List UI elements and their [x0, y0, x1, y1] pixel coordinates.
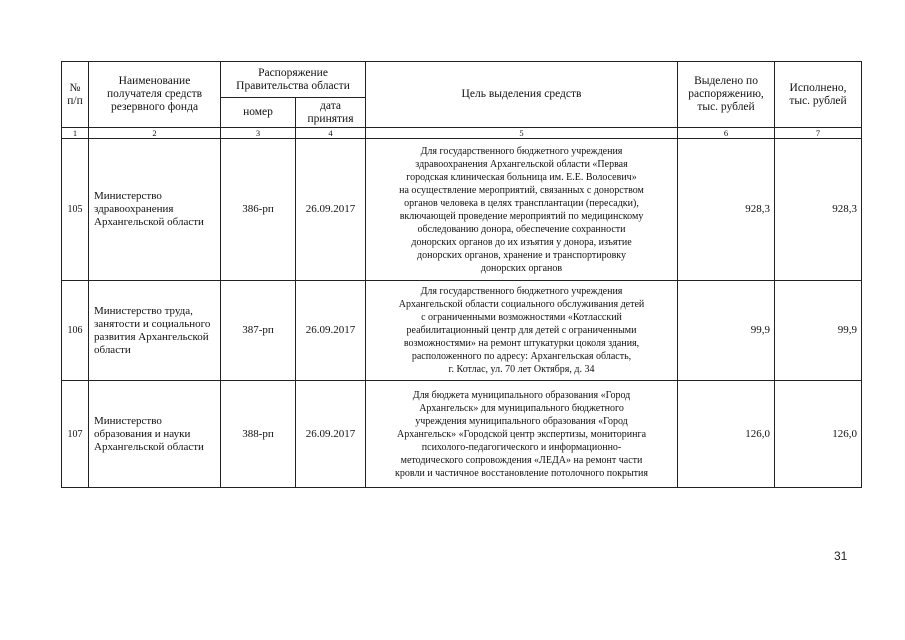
purpose-line: расположенного по адресу: Архангельская область,: [411, 351, 632, 362]
table-row: [62, 281, 862, 381]
row-number: 105: [62, 139, 89, 281]
purpose-line: органов человека в целях трансплантации (пересадки),: [404, 197, 639, 209]
purpose-line: реабилитационный центр для детей с ограниченными: [406, 325, 637, 336]
header-order-number: номер: [221, 98, 296, 128]
purpose-line: донорских органов до их изъятия у донора, изъятие: [411, 236, 632, 248]
purpose-line: здравоохранения Архангельской области «Первая: [415, 158, 628, 170]
allocated-amount: 126,0: [678, 381, 775, 488]
recipient-name: Министерство труда, занятости и социального развития Архангельской области: [89, 281, 221, 381]
column-number: 1: [62, 128, 89, 139]
purpose-text: [366, 139, 678, 281]
header-allocated: Выделено по распоряжению, тыс. рублей: [678, 62, 775, 128]
executed-amount: 928,3: [775, 139, 862, 281]
purpose-line: обследованию донора, обеспечение сохранности: [417, 223, 626, 235]
purpose-text: [366, 381, 678, 488]
header-order-date: дата принятия: [296, 98, 366, 128]
order-number: 387-рп: [221, 281, 296, 381]
executed-amount: 126,0: [775, 381, 862, 488]
purpose-line: г. Котлас, ул. 70 лет Октября, д. 34: [448, 364, 595, 375]
purpose-line: Для государственного бюджетного учреждения: [420, 286, 623, 297]
order-number: 386-рп: [221, 139, 296, 281]
purpose-line: психолого-педагогического и информационно-: [421, 441, 622, 453]
header-executed: Исполнено, тыс. рублей: [775, 62, 862, 128]
purpose-line: Архангельск» «Городской центр экспертизы, мониторинга: [397, 428, 647, 440]
purpose-line: включающей проведение мероприятий по медицинскому: [399, 210, 644, 222]
purpose-line: учреждения муниципального образования «Город: [415, 415, 628, 427]
page-number: 31: [834, 549, 848, 563]
recipient-name: Министерство здравоохранения Архангельской области: [89, 139, 221, 281]
purpose-line: городская клиническая больница им. Е.Е. Волосевич»: [406, 171, 637, 183]
reserve-fund-table: [61, 61, 862, 488]
row-number: 106: [62, 281, 89, 381]
purpose-line: методического сопровождения «ЛЕДА» на ремонт части: [400, 454, 643, 466]
allocated-amount: 928,3: [678, 139, 775, 281]
purpose-line: возможностями» на ремонт штукатурки цоколя здания,: [403, 338, 640, 349]
purpose-line: на осуществление мероприятий, связанных с донорством: [399, 184, 644, 196]
executed-amount: 99,9: [775, 281, 862, 381]
allocated-amount: 99,9: [678, 281, 775, 381]
table-row: [62, 139, 862, 281]
order-number: 388-рп: [221, 381, 296, 488]
purpose-line: Для бюджета муниципального образования «Город: [412, 389, 631, 401]
purpose-line: с ограниченными возможностями «Котласский: [421, 312, 622, 323]
purpose-line: Архангельской области социального обслуживания детей: [398, 299, 645, 310]
table-row: [62, 381, 862, 488]
order-date: 26.09.2017: [296, 281, 366, 381]
header-recipient: Наименование получателя средств резервного фонда: [89, 62, 221, 128]
header-order-group: Распоряжение Правительства области: [221, 62, 366, 98]
purpose-line: донорских органов, хранение и транспортировку: [417, 249, 627, 261]
order-date: 26.09.2017: [296, 381, 366, 488]
purpose-line: Архангельск» для муниципального бюджетного: [419, 402, 624, 414]
column-number: 4: [296, 128, 366, 139]
order-date: 26.09.2017: [296, 139, 366, 281]
header-no: № п/п: [62, 62, 89, 128]
purpose-line: донорских органов: [480, 262, 563, 274]
row-number: 107: [62, 381, 89, 488]
purpose-line: кровли и частичное восстановление потолочного покрытия: [395, 467, 648, 479]
purpose-text: [366, 281, 678, 381]
recipient-name: Министерство образования и науки Архангельской области: [89, 381, 221, 488]
column-number: 5: [366, 128, 678, 139]
column-number: 3: [221, 128, 296, 139]
header-purpose: Цель выделения средств: [366, 62, 678, 128]
purpose-line: Для государственного бюджетного учреждения: [420, 145, 623, 157]
column-number: 6: [678, 128, 775, 139]
column-number: 7: [775, 128, 862, 139]
column-number: 2: [89, 128, 221, 139]
